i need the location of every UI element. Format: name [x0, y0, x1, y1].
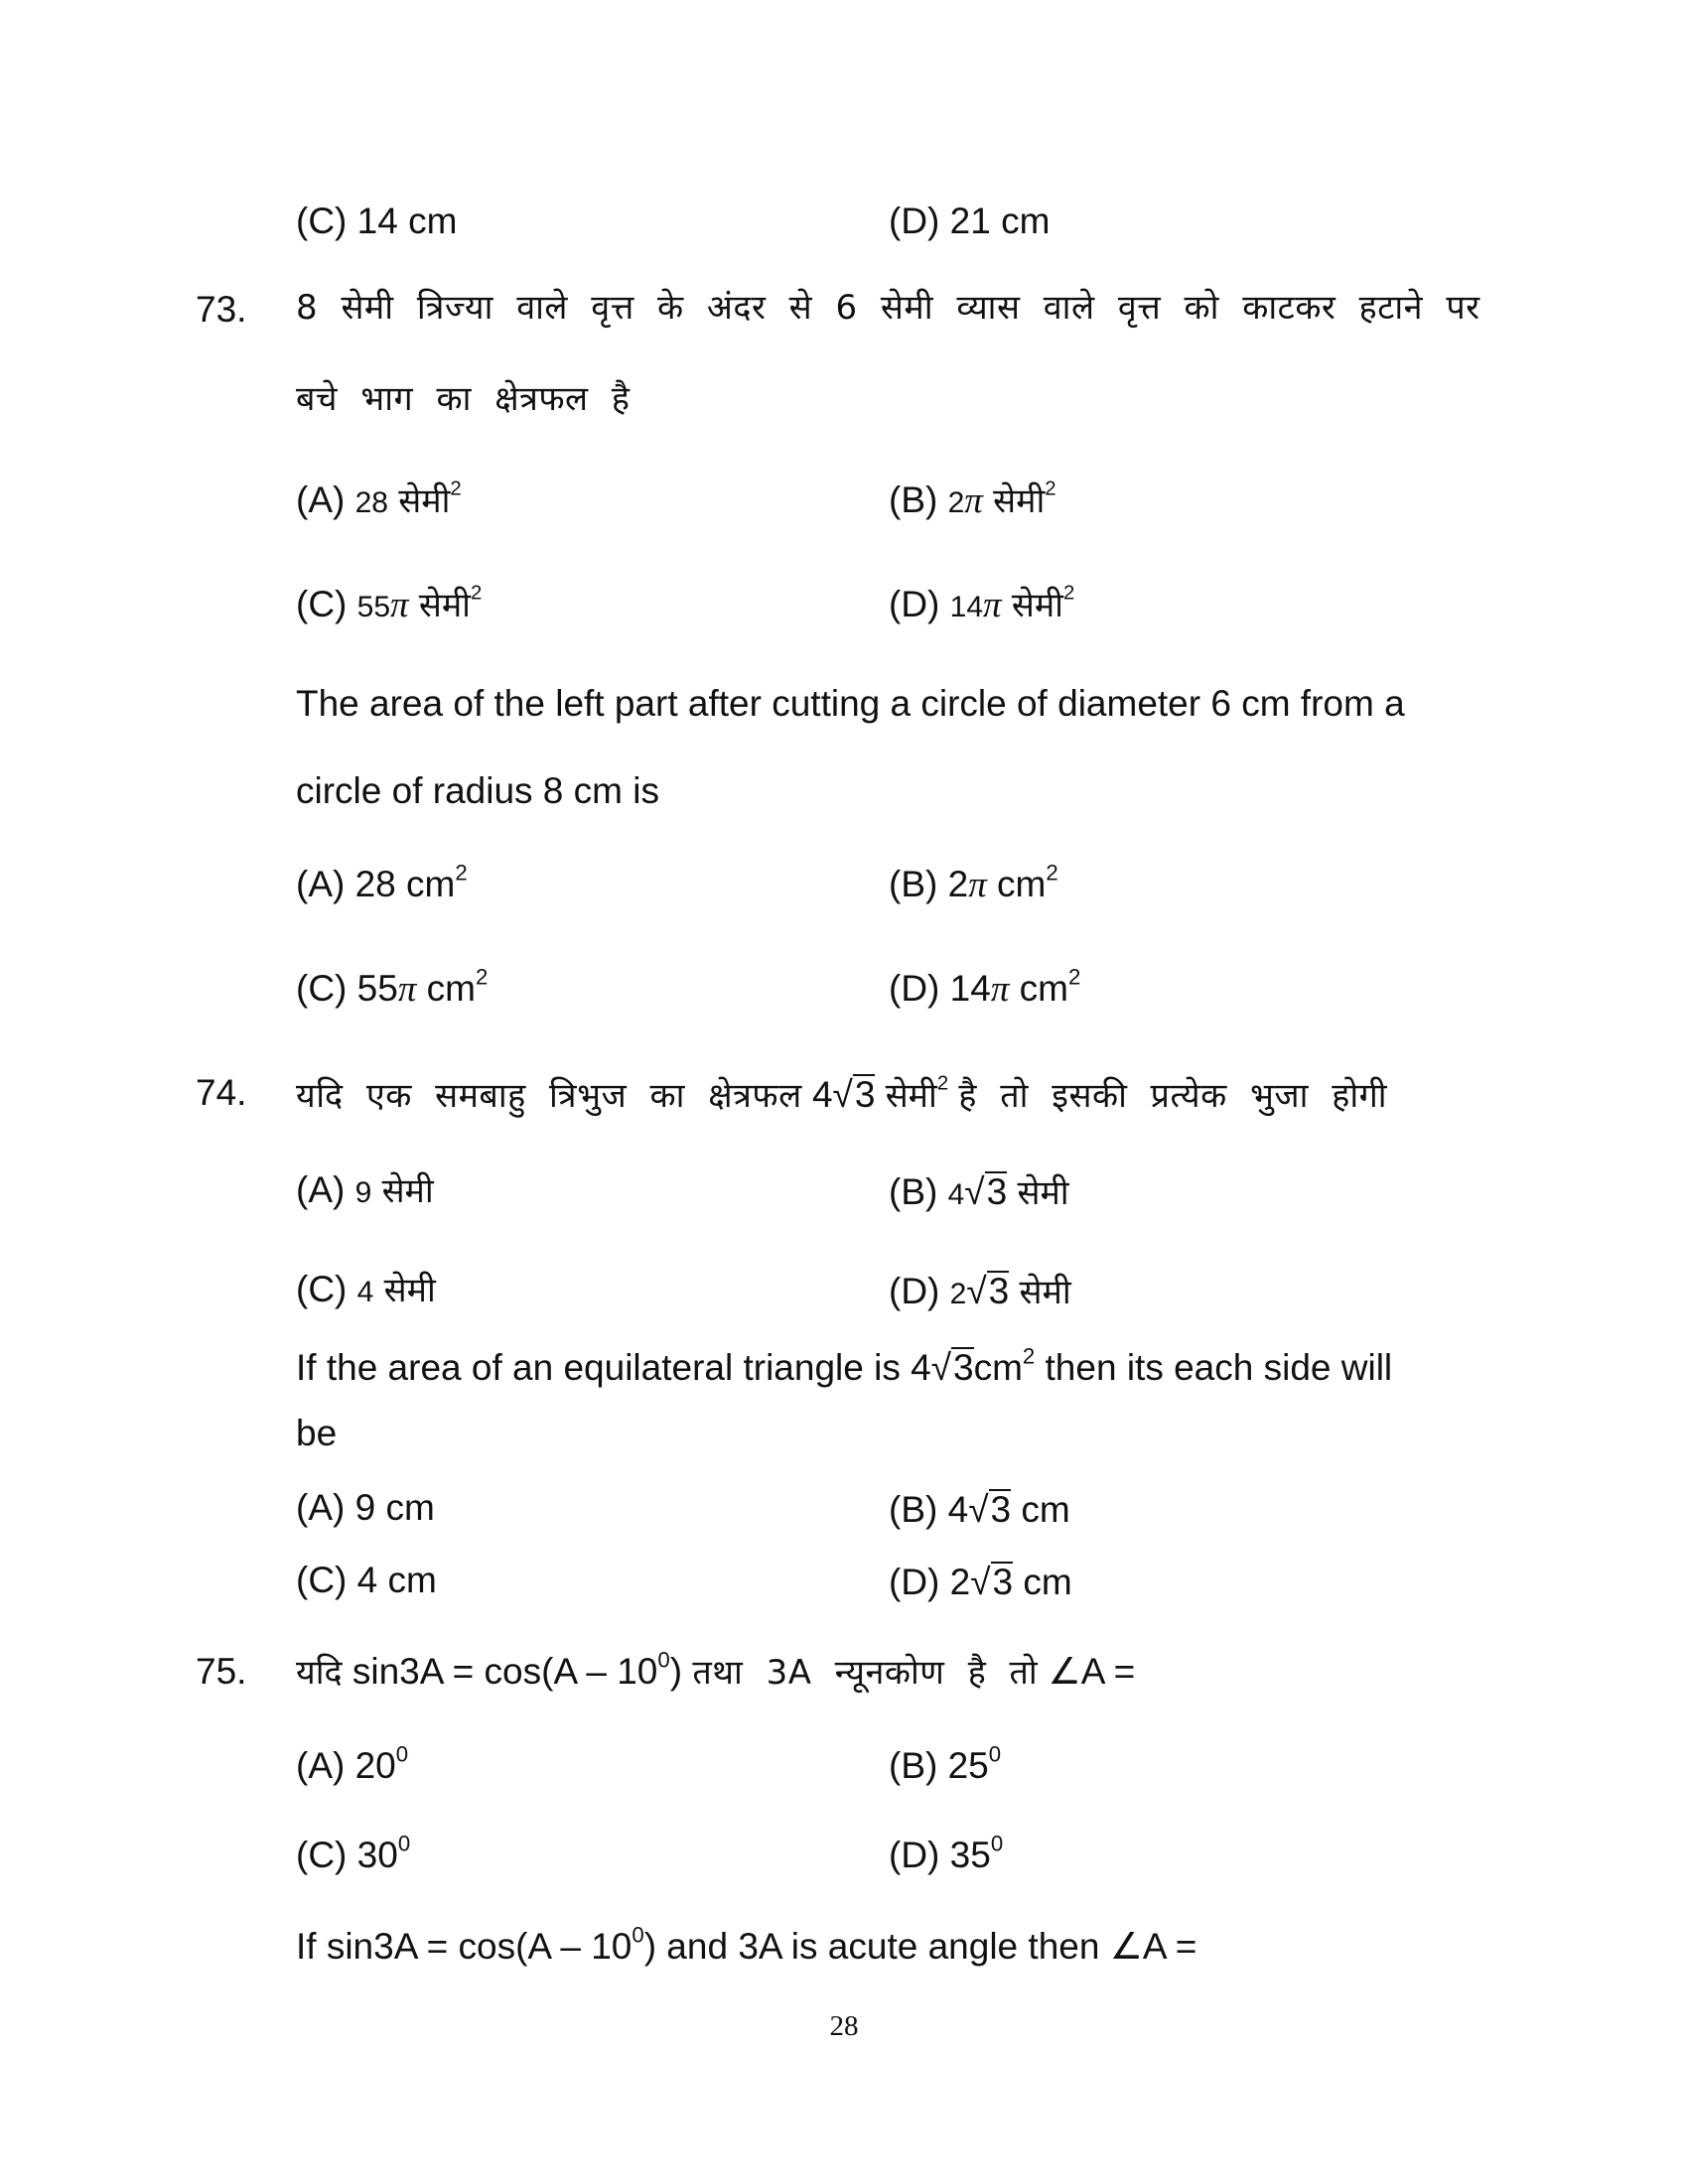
- q73-english-option-c: (C) 55π $cm^2$: [296, 964, 489, 1010]
- q74-hindi-option-c: (C) 4 सेमी: [296, 1269, 436, 1310]
- q73-english-option-a: (A) 28 $cm^2$: [296, 860, 468, 904]
- sqrt-icon: √3: [832, 1074, 876, 1115]
- q74-hindi-option-b: (B) 4√3 सेमी: [889, 1171, 1069, 1213]
- q75-english-question: If $\sin 3A = \cos(A - 10^0)$ and 3A is acute angle then ∠A =: [296, 1922, 1197, 1967]
- q73-hindi-line1: 8 सेमी त्रिज्या वाले वृत्त के अंदर से 6 सेमी व्यास वाले वृत्त को काटकर हटाने पर: [296, 288, 1480, 328]
- option-c-prev: (C) 14 cm: [296, 201, 458, 241]
- q74-hindi-option-a: (A) 9 सेमी: [296, 1169, 434, 1211]
- question-number-73: 73.: [196, 289, 247, 330]
- q75-option-c: (C) $30^0$: [296, 1831, 411, 1875]
- q73-hindi-option-d: (D) 14π सेमी$^2$: [889, 582, 1075, 625]
- q74-hindi-question: यदि एक समबाहु त्रिभुज का क्षेत्रफल 4√3 सेमी$^2$ है तो इसकी प्रत्येक भुजा होगी: [296, 1072, 1388, 1116]
- q73-hindi-option-b: (B) 2π सेमी$^2$: [889, 478, 1056, 521]
- sqrt-icon: √3: [964, 1171, 1008, 1212]
- q74-english-line2: be: [296, 1413, 338, 1453]
- q75-hindi-question: यदि $\sin 3A = \cos(A - 10^0)$ तथा 3A न्यूनकोण है तो ∠A =: [296, 1647, 1136, 1693]
- q74-english-option-b: (B) 4√3 cm: [889, 1489, 1070, 1530]
- q74-english-option-d: (D) 2√3 cm: [889, 1562, 1072, 1602]
- q73-hindi-option-c: (C) 55π सेमी$^2$: [296, 582, 483, 625]
- q75-option-b: (B) $25^0$: [889, 1741, 1002, 1786]
- q73-english-line1: The area of the left part after cutting a circle of diameter 6 cm from a: [296, 683, 1405, 724]
- sqrt-icon: √3: [968, 1489, 1012, 1530]
- question-number-74: 74.: [196, 1072, 247, 1113]
- q74-english-line1: If the area of an equilateral triangle is $4√3cm^2$ then its each side will: [296, 1343, 1393, 1388]
- question-number-75: 75.: [196, 1651, 247, 1692]
- q74-hindi-option-d: (D) 2√3 सेमी: [889, 1271, 1071, 1312]
- q73-hindi-line2: बचे भाग का क्षेत्रफल है: [296, 379, 631, 419]
- page-number: 28: [829, 2010, 859, 2042]
- q73-hindi-option-a: (A) 28 सेमी$^2$: [296, 478, 462, 521]
- q75-option-a: (A) $20^0$: [296, 1741, 409, 1786]
- option-d-prev: (D) 21 cm: [889, 201, 1051, 241]
- q74-english-option-c: (C) 4 cm: [296, 1560, 437, 1600]
- sqrt-icon: √3: [966, 1271, 1010, 1311]
- q74-english-option-a: (A) 9 cm: [296, 1487, 435, 1528]
- sqrt-icon: √3: [930, 1347, 974, 1388]
- q73-english-option-d: (D) 14π $cm^2$: [889, 964, 1081, 1010]
- sqrt-icon: √3: [970, 1562, 1014, 1602]
- q73-english-line2: circle of radius 8 cm is: [296, 770, 659, 811]
- q75-option-d: (D) $35^0$: [889, 1831, 1004, 1875]
- q73-english-option-b: (B) 2π $cm^2$: [889, 860, 1058, 905]
